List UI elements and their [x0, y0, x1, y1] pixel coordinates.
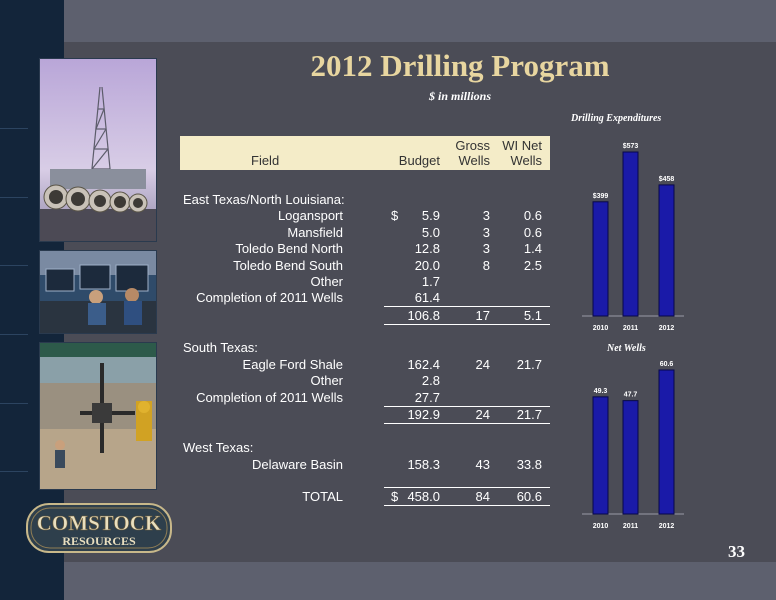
wi-net-wells-value: 0.6 — [523, 208, 542, 223]
gross-wells-value: 8 — [482, 258, 490, 273]
section-label: West Texas: — [183, 440, 254, 455]
page-title: 2012 Drilling Program — [310, 48, 610, 83]
wi-net-wells-value: 21.7 — [516, 357, 542, 372]
total-rule — [384, 505, 550, 506]
header-gross-line1: Gross — [455, 138, 490, 153]
bar-2011 — [623, 152, 638, 316]
bar-2012 — [659, 185, 674, 316]
strip-tick — [0, 471, 28, 472]
strip-tick — [0, 334, 28, 335]
x-tick-label-2012: 2012 — [658, 325, 675, 332]
wi-net-wells-subtotal: 5.1 — [523, 308, 542, 323]
budget-value: 2.8 — [421, 373, 440, 388]
header-wi-line2: Wells — [510, 153, 542, 168]
budget-value: 1.7 — [421, 274, 440, 289]
wi-net-wells-value: 1.4 — [523, 241, 542, 256]
section-label: East Texas/North Louisiana: — [183, 192, 345, 207]
table-row — [180, 457, 550, 475]
bottom-band — [64, 562, 776, 600]
gross-wells-value: 43 — [475, 457, 490, 472]
field-name: Completion of 2011 Wells — [196, 290, 343, 305]
field-name: Logansport — [277, 208, 343, 223]
comstock-logo — [26, 503, 172, 553]
budget-total: 458.0 — [407, 489, 440, 504]
data-label-2011: 47.7 — [623, 391, 638, 399]
section-label: South Texas: — [183, 340, 258, 355]
budget-value: 20.0 — [414, 258, 440, 273]
table-row — [180, 241, 550, 259]
strip-tick — [0, 403, 28, 404]
gross-wells-total: 84 — [475, 489, 490, 504]
gross-wells-value: 24 — [475, 357, 490, 372]
gross-wells-value: 3 — [482, 241, 490, 256]
wi-net-wells-value: 0.6 — [523, 225, 542, 240]
header-wi-line1: WI Net — [502, 138, 542, 153]
section-heading-south-texas — [180, 340, 550, 358]
gross-wells-subtotal: 17 — [475, 308, 490, 323]
subtotal-rule — [384, 423, 550, 424]
header-field: Field — [251, 153, 280, 168]
wi-net-wells-value: 2.5 — [523, 258, 542, 273]
net-wells-chart — [578, 358, 688, 536]
x-tick-label-2010: 2010 — [592, 523, 609, 530]
table-row — [180, 208, 550, 226]
dollar-sign: $ — [391, 489, 399, 504]
field-name: Other — [310, 274, 343, 289]
budget-value: 27.7 — [414, 390, 440, 405]
budget-value: 5.0 — [421, 225, 440, 240]
total-label: TOTAL — [302, 489, 343, 504]
gross-wells-subtotal: 24 — [475, 407, 490, 422]
field-name: Toledo Bend South — [233, 258, 343, 273]
field-name: Toledo Bend North — [235, 241, 343, 256]
bar-2010 — [593, 397, 608, 514]
budget-value: 61.4 — [414, 290, 440, 305]
data-label-2012: $458 — [658, 175, 675, 183]
data-label-2012: 60.6 — [659, 361, 674, 368]
budget-value: 12.8 — [414, 241, 440, 256]
wi-net-wells-subtotal: 21.7 — [516, 407, 542, 422]
subtotal-rule — [384, 306, 550, 307]
gross-wells-value: 3 — [482, 225, 490, 240]
strip-tick — [0, 265, 28, 266]
field-name: Eagle Ford Shale — [242, 357, 343, 372]
budget-subtotal: 192.9 — [407, 407, 440, 422]
field-name: Mansfield — [287, 225, 343, 240]
data-label-2010: 49.3 — [593, 387, 608, 395]
top-band — [64, 0, 776, 42]
wi-net-wells-value: 33.8 — [516, 457, 542, 472]
x-tick-label-2012: 2012 — [658, 523, 675, 530]
wi-net-wells-total: 60.6 — [516, 489, 542, 504]
strip-tick — [0, 128, 28, 129]
budget-subtotal: 106.8 — [407, 308, 440, 323]
svg-text:COMSTOCK: COMSTOCK — [36, 511, 162, 535]
table-header — [180, 136, 550, 170]
total-rule — [384, 487, 550, 488]
subtotal-rule — [384, 324, 550, 325]
header-budget: Budget — [398, 153, 440, 168]
budget-value: 162.4 — [407, 357, 440, 372]
budget-value: 5.9 — [421, 208, 440, 223]
section-heading-west-texas — [180, 440, 550, 458]
wellhead-photo — [39, 342, 157, 490]
data-label-2010: $399 — [592, 192, 609, 200]
x-tick-label-2011: 2011 — [622, 325, 639, 332]
drilling-rig-photo — [39, 58, 157, 242]
page-number: 33 — [728, 542, 745, 561]
field-name: Delaware Basin — [251, 457, 343, 472]
budget-value: 158.3 — [407, 457, 440, 472]
table-row — [180, 373, 550, 391]
x-tick-label-2011: 2011 — [622, 523, 639, 530]
gross-wells-value: 3 — [482, 208, 490, 223]
drilling-expenditures-chart — [578, 132, 688, 338]
strip-tick — [0, 197, 28, 198]
x-tick-label-2010: 2010 — [592, 325, 609, 332]
dollar-sign: $ — [391, 208, 399, 223]
chart-title-net-wells: Net Wells — [607, 343, 646, 354]
field-name: Other — [310, 373, 343, 388]
svg-text:RESOURCES: RESOURCES — [62, 534, 136, 548]
chart-title-drilling-expenditures: Drilling Expenditures — [571, 113, 662, 124]
bar-2010 — [593, 202, 608, 316]
page-subtitle: $ in millions — [428, 89, 492, 103]
data-label-2011: $573 — [622, 143, 639, 150]
bar-2011 — [623, 401, 638, 514]
header-gross-line2: Wells — [458, 153, 490, 168]
bar-2012 — [659, 370, 674, 514]
control-room-photo — [39, 250, 157, 334]
field-name: Completion of 2011 Wells — [196, 390, 343, 405]
